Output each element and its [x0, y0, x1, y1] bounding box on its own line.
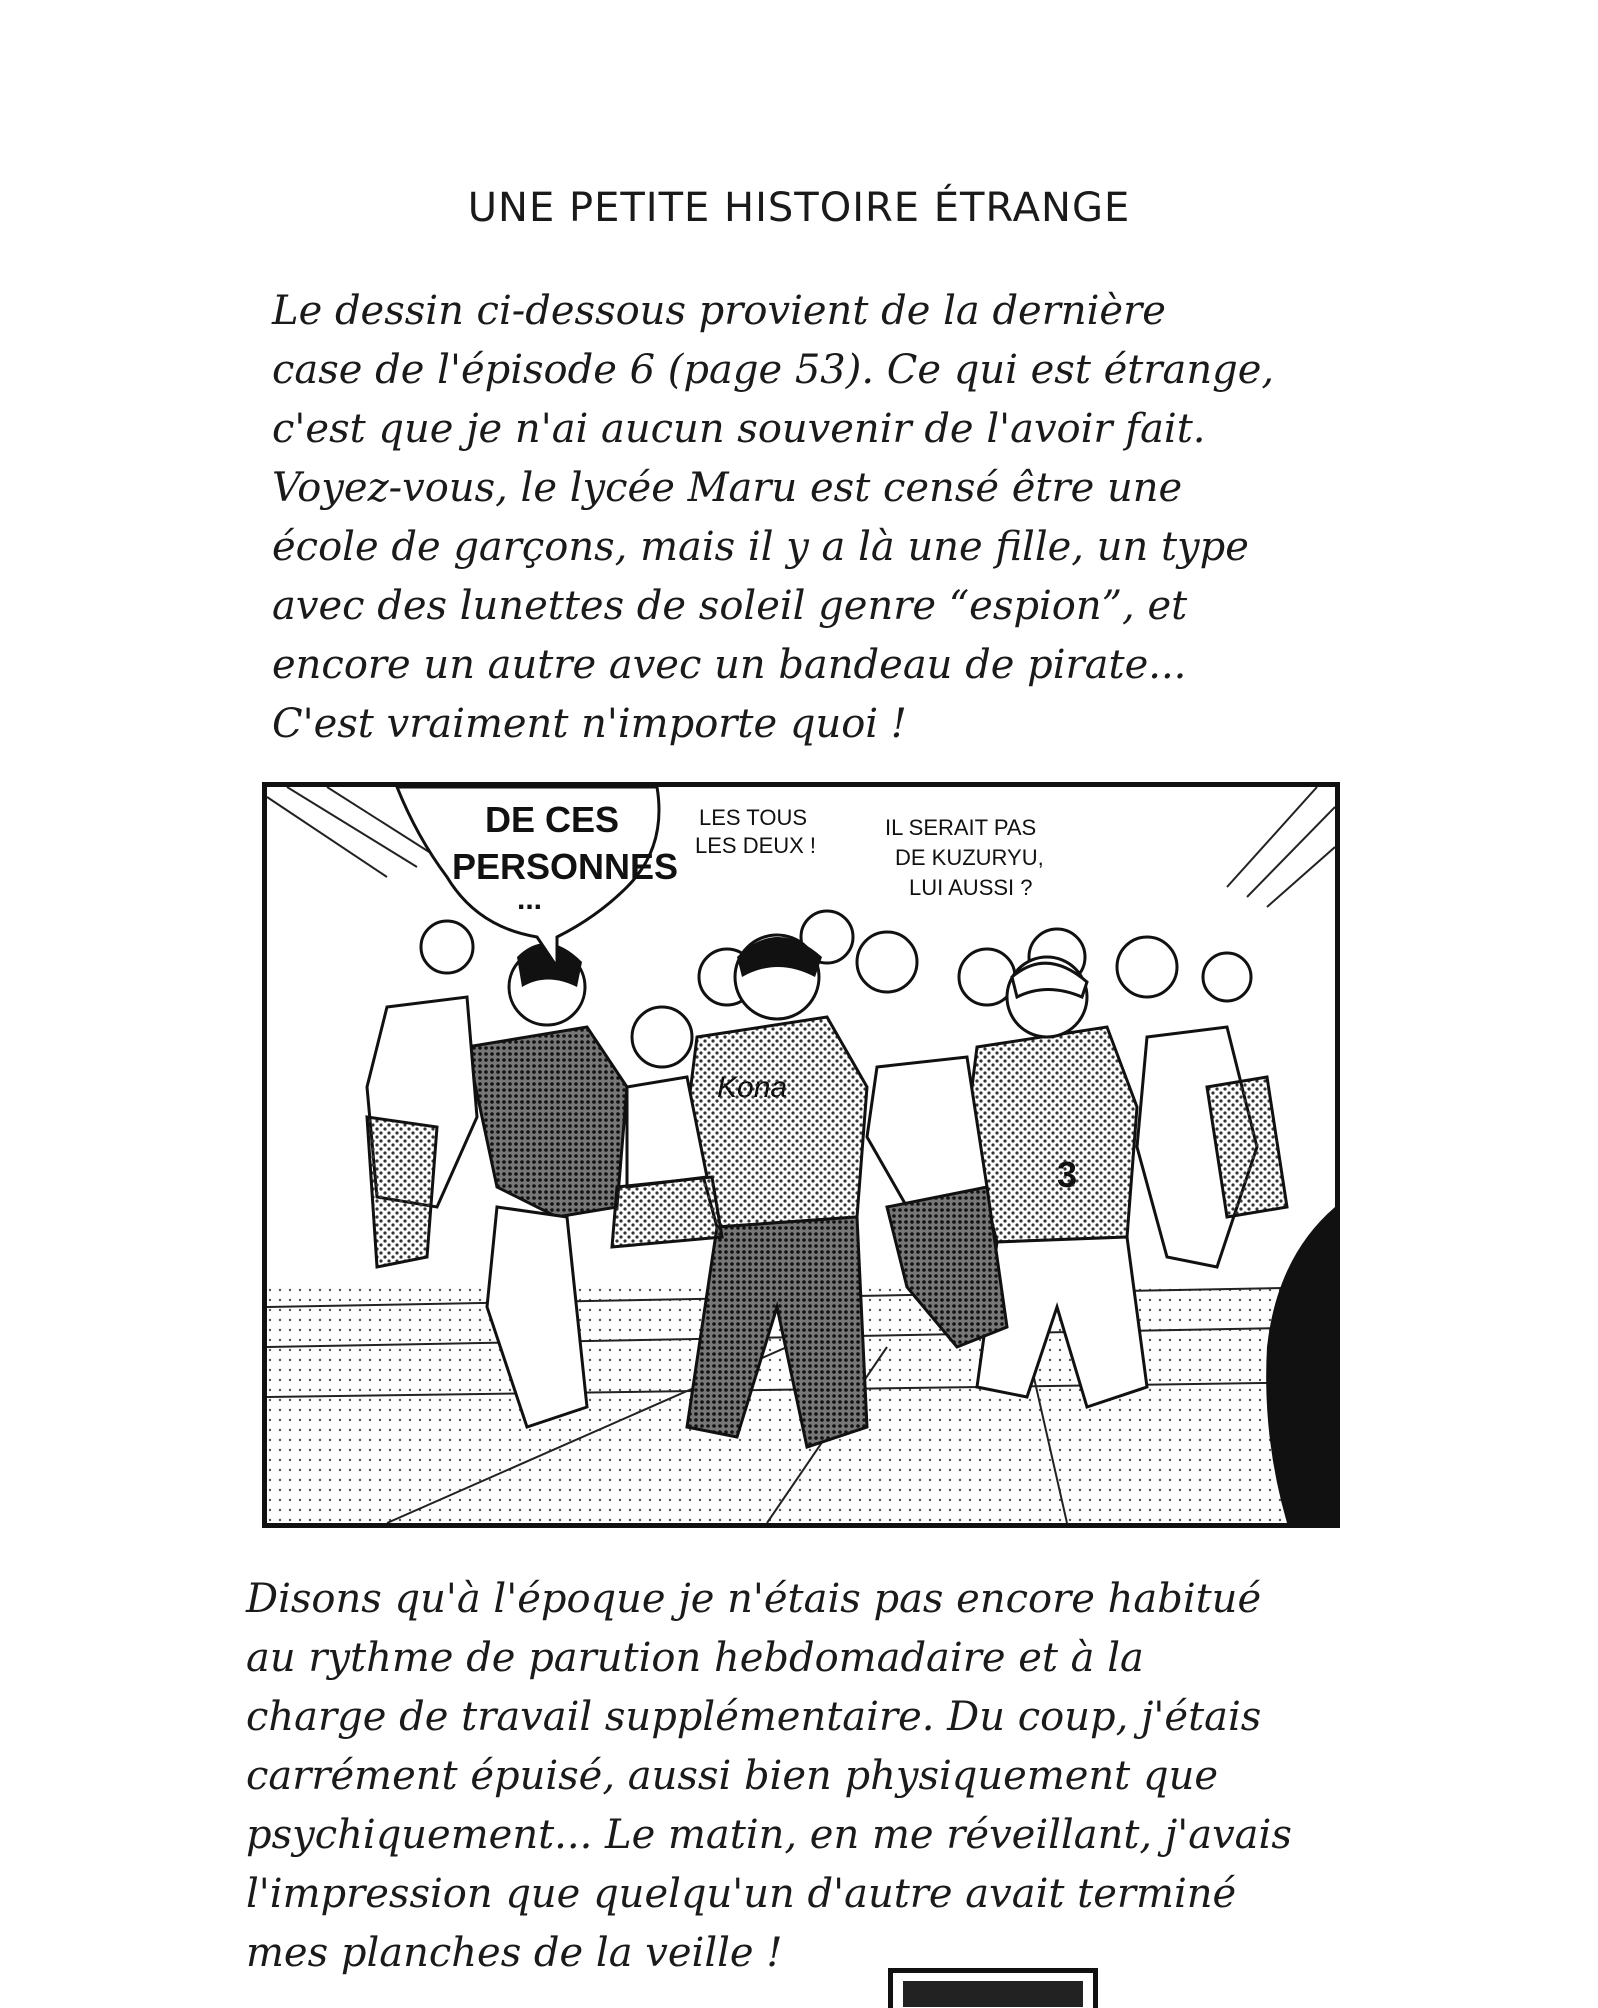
page-title: UNE PETITE HISTOIRE ÉTRANGE [467, 184, 1131, 231]
bubble-text-dots: ... [517, 883, 543, 916]
figure-jersey-3 [967, 1027, 1137, 1242]
closing-line: l'impression que quelqu'un d'autre avait terminé [246, 1871, 1237, 1917]
manga-panel [262, 782, 1340, 1528]
caption-right-line2: DE KUZURYU, [895, 845, 1044, 870]
caption-right-line1: IL SERAIT PAS [885, 815, 1037, 840]
closing-line: Disons qu'à l'époque je n'étais pas encore habitué [246, 1576, 1262, 1622]
intro-line: Le dessin ci-dessous provient de la dernière [272, 288, 1166, 334]
intro-line: avec des lunettes de soleil genre “espion”, et [272, 583, 1188, 629]
intro-paragraph [272, 282, 1274, 754]
next-panel-edge [888, 1968, 1098, 2008]
caption-right-line3: LUI AUSSI ? [909, 875, 1033, 900]
closing-line: charge de travail supplémentaire. Du coup, j'étais [246, 1694, 1262, 1740]
closing-line: au rythme de parution hebdomadaire et à la [246, 1635, 1144, 1681]
bubble-text-line1: DE CES [485, 799, 620, 840]
intro-line: c'est que je n'ai aucun souvenir de l'avoir fait. [272, 406, 1206, 452]
jersey-number: 3 [1057, 1154, 1078, 1195]
jersey-text: Kona [717, 1071, 788, 1104]
figure-dark-shirt [467, 1027, 627, 1217]
intro-line: école de garçons, mais il y a là une fille, un type [272, 524, 1249, 570]
manga-panel-illustration [267, 787, 1335, 1523]
intro-line: C'est vraiment n'importe quoi ! [272, 701, 907, 747]
closing-line: psychiquement... Le matin, en me réveillant, j'avais [246, 1812, 1292, 1858]
caption-center-line1: LES TOUS [699, 805, 808, 830]
intro-line: case de l'épisode 6 (page 53). Ce qui est étrange, [272, 347, 1275, 393]
foreground-shadow [1266, 1207, 1335, 1523]
closing-line: mes planches de la veille ! [246, 1930, 783, 1976]
intro-line: Voyez-vous, le lycée Maru est censé être une [272, 465, 1183, 511]
closing-paragraph [246, 1570, 1292, 1983]
caption-center-line2: LES DEUX ! [695, 833, 817, 858]
bubble-text-line2: PERSONNES [452, 846, 679, 887]
closing-line: carrément épuisé, aussi bien physiquement que [246, 1753, 1219, 1799]
intro-line: encore un autre avec un bandeau de pirate... [272, 642, 1187, 688]
